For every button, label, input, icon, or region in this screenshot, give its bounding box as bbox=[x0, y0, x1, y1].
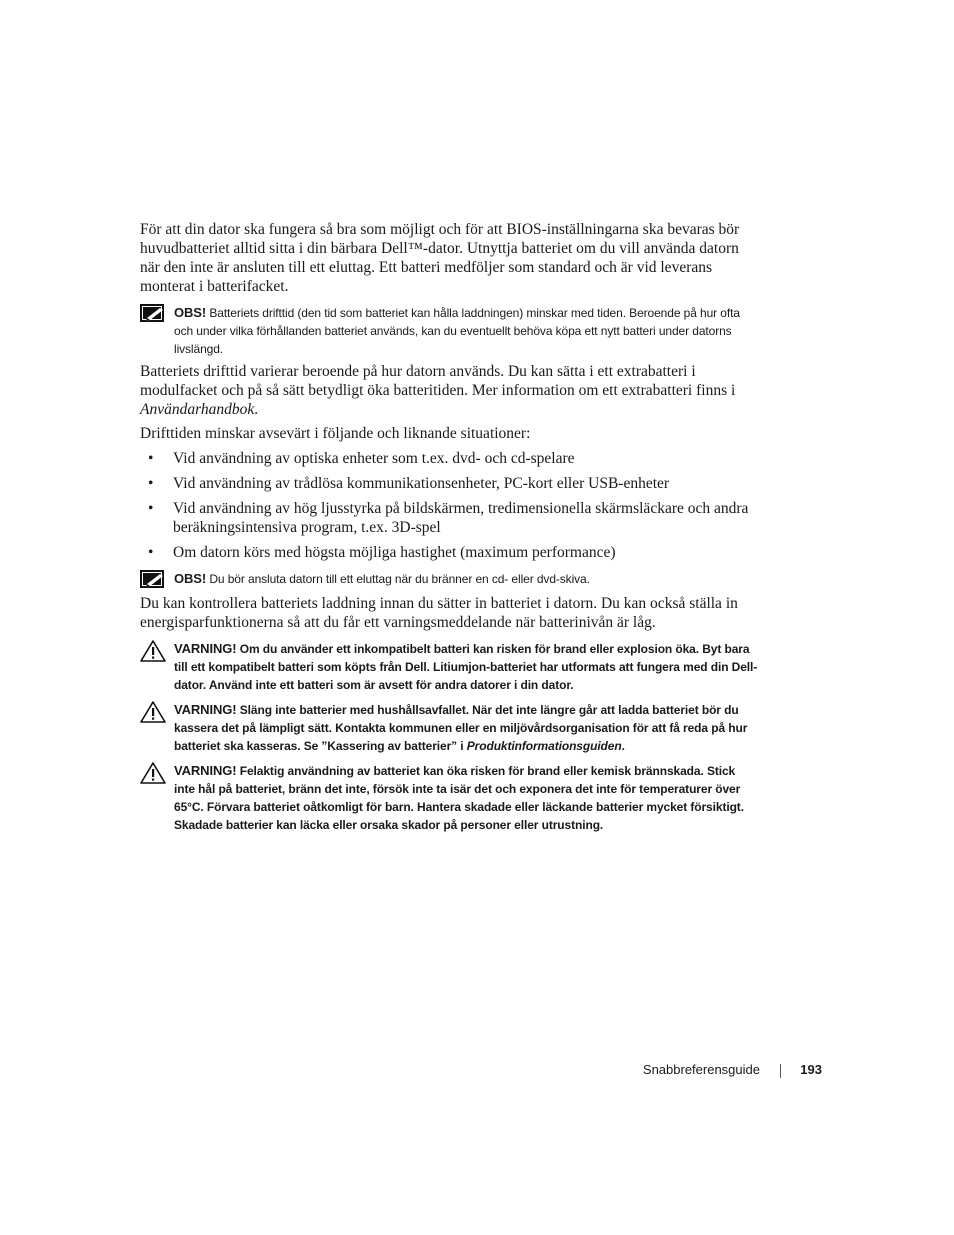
charge-text: Du kan kontrollera batteriets laddning innan du sätter in batteriet i datorn. Du kan också ställa in energisparfunktionerna så att du får ett varningsmeddelande när batterinivån är låg. bbox=[140, 595, 738, 631]
note-box bbox=[140, 304, 758, 358]
warning-end: . bbox=[621, 739, 625, 753]
situations-intro bbox=[140, 424, 758, 443]
bullet-dot: • bbox=[148, 500, 154, 517]
page-number: 193 bbox=[800, 1062, 822, 1077]
list-item bbox=[148, 474, 758, 493]
warning-text bbox=[174, 762, 758, 834]
bullet-dot: • bbox=[148, 475, 154, 492]
footer-title: Snabbreferensguide bbox=[642, 1062, 760, 1077]
warning-triangle-icon bbox=[140, 701, 166, 723]
warning-box bbox=[140, 762, 758, 834]
list-item bbox=[148, 499, 758, 537]
note-box bbox=[140, 570, 758, 588]
intro-text: För att din dator ska fungera så bra som möjligt och för att BIOS-inställningarna ska bevaras bör huvudbatteriet alltid sitta i din bärbara Dell™-dator. Utnyttja batteriet om du vill använda datorn när den inte är ansluten till ett eluttag. Ett batteri medföljer som standard och är vid leverans monterat i batterifacket. bbox=[140, 221, 740, 295]
note-pencil-icon bbox=[140, 570, 166, 590]
warning-triangle-icon bbox=[140, 762, 166, 784]
note-body: Batteriets drifttid (den tid som batteriet kan hålla laddningen) minskar med tiden. Beroende på hur ofta och under vilka förhållanden batteriet används, kan du eventuellt behöva köpa ett nytt batteri under datorns livslängd. bbox=[174, 306, 740, 356]
warning-body: Felaktig användning av batteriet kan öka risken för brand eller kemisk brännskada. Stick inte hål på batteriet, bränn det inte, försök inte ta isär det och exponera det inte för temperaturer över 65°C. Förvara batteriet oåtkomligt för barn. Hantera skadade eller läckande batterier mycket försiktigt. Skadade batterier kan läcka eller orsaka skador på personer eller utrustning. bbox=[174, 764, 744, 832]
note-text bbox=[174, 304, 758, 358]
warning-label: VARNING! bbox=[174, 763, 237, 778]
runtime-end: . bbox=[254, 401, 259, 418]
situations-text: Drifttiden minskar avsevärt i följande och liknande situationer: bbox=[140, 425, 531, 442]
user-guide-title: Användarhandbok bbox=[140, 401, 255, 418]
intro-paragraph bbox=[140, 220, 758, 296]
list-item-text: Vid användning av optiska enheter som t.ex. dvd- och cd-spelare bbox=[173, 450, 575, 467]
warning-label: VARNING! bbox=[174, 641, 237, 656]
list-item bbox=[148, 543, 758, 562]
bullet-dot: • bbox=[148, 544, 154, 561]
warning-label: VARNING! bbox=[174, 702, 237, 717]
warning-box bbox=[140, 701, 758, 755]
page-footer bbox=[600, 1062, 822, 1080]
warning-box bbox=[140, 640, 758, 694]
footer-divider bbox=[780, 1064, 781, 1078]
list-item-text: Om datorn körs med högsta möjliga hastighet (maximum performance) bbox=[173, 544, 616, 561]
note-pencil-icon bbox=[140, 304, 166, 324]
list-item-text: Vid användning av hög ljusstyrka på bildskärmen, tredimensionella skärmsläckare och andra beräkningsintensiva program, t.ex. 3D-spel bbox=[173, 500, 749, 536]
warning-text bbox=[174, 640, 758, 694]
note-body: Du bör ansluta datorn till ett eluttag när du bränner en cd- eller dvd-skiva. bbox=[206, 572, 590, 586]
note-text bbox=[174, 570, 758, 588]
warning-text bbox=[174, 701, 758, 755]
list-item bbox=[148, 449, 758, 468]
note-label: OBS! bbox=[174, 571, 207, 586]
list-item-text: Vid användning av trådlösa kommunikationsenheter, PC-kort eller USB-enheter bbox=[173, 475, 670, 492]
bullet-dot: • bbox=[148, 450, 154, 467]
warning-body: Om du använder ett inkompatibelt batteri kan risken för brand eller explosion öka. Byt bara till ett kompatibelt batteri som köpts från Dell. Litiumjon-batteriet har utformats att fungera med din Dell-dator. Använd inte ett batteri som är avsett för andra datorer i din dator. bbox=[174, 642, 758, 692]
note-label: OBS! bbox=[174, 305, 207, 320]
product-info-guide-title: Produktinformationsguiden bbox=[466, 739, 622, 753]
warning-triangle-icon bbox=[140, 640, 166, 662]
runtime-text: Batteriets drifttid varierar beroende på hur datorn används. Du kan sätta i ett extrabatteri i modulfacket och på så sätt betydligt öka batteritiden. Mer information om ett extrabatteri finns i bbox=[140, 363, 736, 399]
charge-paragraph bbox=[140, 594, 758, 632]
runtime-paragraph bbox=[140, 362, 758, 419]
warning-body: Släng inte batterier med hushållsavfallet. När det inte längre går att ladda batteriet bör du kassera det på lämpligt sätt. Kontakta kommunen eller en miljövårdsorganisation för att få reda på hur batteriet ska kasseras. Se ”Kassering av batterier” i bbox=[174, 703, 748, 753]
